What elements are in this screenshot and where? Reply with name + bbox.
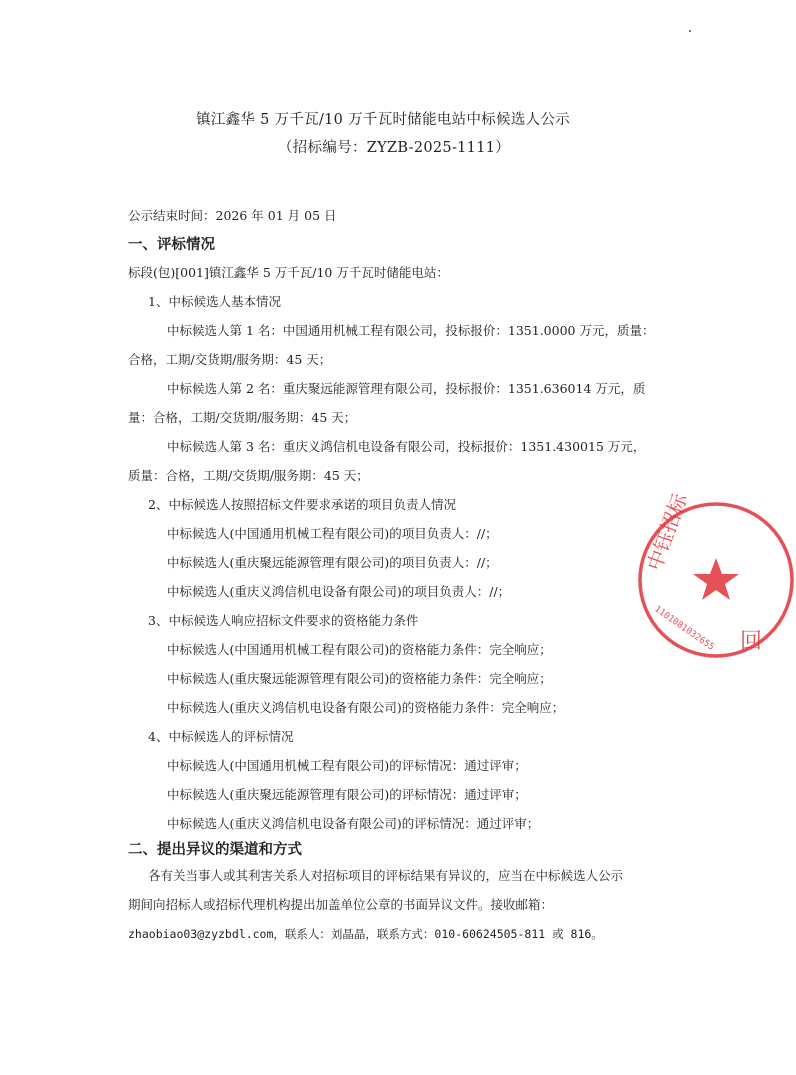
sub3-line: 中标候选人(中国通用机械工程有限公司)的资格能力条件：完全响应；	[167, 642, 552, 657]
seal-text-left: 中钰招标	[642, 490, 693, 574]
candidate-3-line1: 中标候选人第 3 名：重庆义鸿信机电设备有限公司，投标报价：1351.430015 万元，	[167, 439, 646, 454]
document-title: 镇江鑫华 5 万千瓦/10 万千瓦时储能电站中标候选人公示	[196, 112, 571, 128]
sub2-line: 中标候选人(重庆聚远能源管理有限公司)的项目负责人：//；	[167, 555, 498, 570]
candidate-1-line1: 中标候选人第 1 名：中国通用机械工程有限公司，投标报价：1351.0000 万元，质量：	[167, 323, 655, 338]
publication-end-time: 公示结束时间：2026 年 01 月 05 日	[128, 208, 337, 223]
sub4-line: 中标候选人(重庆聚远能源管理有限公司)的评标情况：通过评审；	[167, 787, 527, 802]
tender-number: （招标编号：ZYZB-2025-1111）	[278, 140, 511, 156]
section-1-heading: 一、评标情况	[128, 237, 215, 253]
sub3-line: 中标候选人(重庆义鸿信机电设备有限公司)的资格能力条件：完全响应；	[167, 700, 565, 715]
official-seal-icon	[636, 490, 796, 660]
candidate-2-line2: 量：合格，工期/交货期/服务期：45 天；	[128, 410, 357, 425]
sub3-line: 中标候选人(重庆聚远能源管理有限公司)的资格能力条件：完全响应；	[167, 671, 552, 686]
seal-code: 1101081032655	[652, 604, 716, 653]
sub3-heading: 3、中标候选人响应招标文件要求的资格能力条件	[148, 613, 419, 628]
sub4-heading: 4、中标候选人的评标情况	[148, 729, 294, 744]
section-2-heading: 二、提出异议的渠道和方式	[128, 842, 302, 858]
objection-line2: 期间向招标人或招标代理机构提出加盖单位公章的书面异议文件。接收邮箱：	[128, 897, 554, 912]
sub2-line: 中标候选人(重庆义鸿信机电设备有限公司)的项目负责人：//；	[167, 584, 511, 599]
sub1-heading: 1、中标候选人基本情况	[148, 294, 281, 309]
sub2-line: 中标候选人(中国通用机械工程有限公司)的项目负责人：//；	[167, 526, 498, 541]
lot-title: 标段(包)[001]镇江鑫华 5 万千瓦/10 万千瓦时储能电站：	[128, 265, 449, 280]
objection-line1: 各有关当事人或其利害关系人对招标项目的评标结果有异议的，应当在中标候选人公示	[148, 868, 624, 883]
scan-speck	[689, 30, 691, 32]
sub4-line: 中标候选人(重庆义鸿信机电设备有限公司)的评标情况：通过评审；	[167, 816, 540, 831]
candidate-1-line2: 合格，工期/交货期/服务期：45 天；	[128, 352, 332, 367]
sub4-line: 中标候选人(中国通用机械工程有限公司)的评标情况：通过评审；	[167, 758, 527, 773]
sub2-heading: 2、中标候选人按照招标文件要求承诺的项目负责人情况	[148, 497, 456, 512]
contact-line: zhaobiao03@zyzbdl.com，联系人：刘晶晶，联系方式：010-60624505-811 或 816。	[128, 927, 603, 941]
candidate-2-line1: 中标候选人第 2 名：重庆聚远能源管理有限公司，投标报价：1351.636014 万元，质	[167, 381, 646, 396]
candidate-3-line2: 质量：合格，工期/交货期/服务期：45 天；	[128, 468, 369, 483]
seal-text-right: 回	[740, 629, 763, 654]
